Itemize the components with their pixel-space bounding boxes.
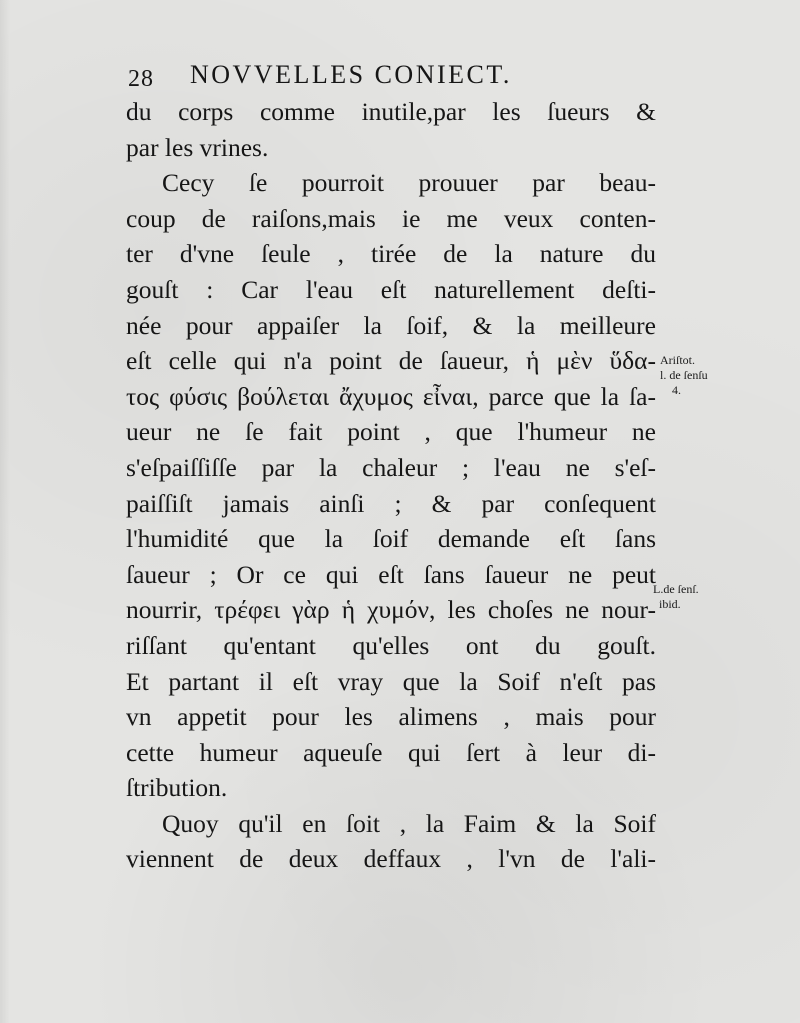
running-title: NOVVELLES CONIECT. — [190, 60, 512, 89]
text-line: eſt celle qui n'a point de ſaueur, ἡ μὲν ὕδα- — [126, 346, 656, 376]
text-line: ſaueur ; Or ce qui eſt ſans ſaueur ne peut — [126, 559, 656, 589]
text-line: riſſant qu'entant qu'elles ont du gouſt. — [126, 630, 656, 660]
margin-note — [653, 582, 699, 612]
text-line: viennent de deux deffaux , l'vn de l'ali- — [126, 844, 656, 874]
text-line: par les vrines. — [126, 132, 269, 162]
text-line: s'eſpaiſſiſſe par la chaleur ; l'eau ne s'eſ- — [126, 452, 656, 482]
text-line: nourrir, τρέφει γὰρ ἡ χυμόν, les choſes ne nour- — [126, 595, 656, 625]
text-line: vn appetit pour les alimens , mais pour — [126, 702, 656, 732]
text-line: paiſſiſt jamais ainſi ; & par conſequent — [126, 488, 656, 518]
margin-note-line: l. de ſenſu — [660, 368, 708, 382]
text-line: ſtribution. — [126, 773, 228, 803]
page-edge-shadow — [0, 0, 10, 1023]
margin-note-line: L.de ſenſ. — [653, 582, 699, 596]
margin-note — [660, 353, 708, 398]
margin-note-line: ibid. — [659, 597, 681, 611]
margin-note-line: Ariſtot. — [660, 353, 695, 367]
text-line: τος φύσις βούλεται ἄχυμος εἶναι, parce que la ſa- — [126, 381, 656, 411]
page-header — [128, 60, 608, 94]
text-line: cette humeur aqueuſe qui ſert à leur di- — [126, 737, 656, 767]
text-line: gouſt : Car l'eau eſt naturellement deſti- — [126, 274, 656, 304]
body-text — [126, 94, 656, 877]
text-line: ter d'vne ſeule , tirée de la nature du — [126, 239, 656, 269]
text-line: Quoy qu'il en ſoit , la Faim & la Soif — [162, 808, 656, 838]
text-line: l'humidité que la ſoif demande eſt ſans — [126, 524, 656, 554]
page-number: 28 — [128, 66, 154, 92]
text-line: Et partant il eſt vray que la Soif n'eſt pas — [126, 666, 656, 696]
text-line: ueur ne ſe fait point , que l'humeur ne — [126, 417, 656, 447]
text-line: coup de raiſons,mais ie me veux conten- — [126, 203, 656, 233]
margin-note-line: 4. — [672, 383, 681, 397]
text-line: Cecy ſe pourroit prouuer par beau- — [162, 168, 656, 198]
text-line: née pour appaiſer la ſoif, & la meilleure — [126, 310, 656, 340]
text-line: du corps comme inutile,par les ſueurs & — [126, 97, 656, 126]
